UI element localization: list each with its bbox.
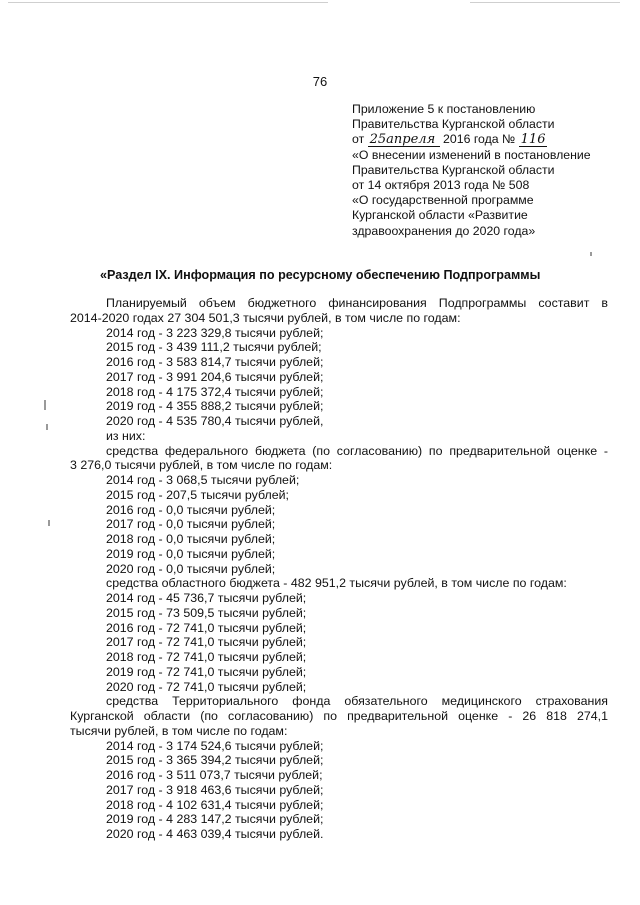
appendix-line: «О государственной программе bbox=[352, 193, 534, 208]
year-line: 2017 год - 72 741,0 тысячи рублей; bbox=[106, 635, 307, 650]
intro-line: Планируемый объем бюджетного финансирования Подпрограммы составит в bbox=[106, 296, 608, 310]
year-line: 2016 год - 0,0 тысячи рублей; bbox=[106, 502, 276, 517]
year-line: 2015 год - 3 439 111,2 тысячи рублей; bbox=[106, 340, 322, 355]
regional-years-list bbox=[70, 591, 608, 694]
year-line: 2015 год - 73 509,5 тысячи рублей; bbox=[106, 605, 307, 620]
year-line: 2019 год - 72 741,0 тысячи рублей; bbox=[106, 664, 307, 679]
oms-line: Курганской области (по согласованию) по предварительной оценке - 26 818 274,1 bbox=[70, 709, 608, 723]
year-line: 2020 год - 72 741,0 тысячи рублей; bbox=[106, 679, 307, 694]
federal-line: 3 276,0 тысячи рублей, в том числе по годам: bbox=[70, 458, 333, 473]
year-line: 2018 год - 4 102 631,4 тысячи рублей; bbox=[106, 797, 324, 812]
year-line: 2015 год - 3 365 394,2 тысячи рублей; bbox=[106, 753, 324, 768]
year-line: 2019 год - 4 355 888,2 тысячи рублей; bbox=[106, 399, 324, 414]
appendix-line: Правительства Курганской области bbox=[352, 162, 555, 177]
federal-years-list bbox=[70, 473, 608, 576]
document-body bbox=[70, 296, 608, 842]
federal-line: средства федерального бюджета (по согласованию) по предварительной оценке - bbox=[106, 443, 608, 458]
total-years-list bbox=[70, 326, 608, 444]
scan-artifact-line bbox=[8, 2, 328, 3]
appendix-block bbox=[352, 102, 622, 239]
from-them-label: из них: bbox=[106, 428, 146, 443]
year-line: 2016 год - 3 511 073,7 тысячи рублей; bbox=[106, 768, 323, 782]
appendix-line: здравоохранения до 2020 года» bbox=[352, 223, 536, 238]
year-line: 2018 год - 4 175 372,4 тысячи рублей; bbox=[106, 384, 324, 399]
year-line: 2020 год - 4 535 780,4 тысячи рублей, bbox=[106, 414, 324, 428]
appendix-line: от 14 октября 2013 года № 508 bbox=[352, 178, 530, 193]
appendix-date-line bbox=[352, 132, 622, 147]
scan-artifact-line bbox=[470, 2, 620, 3]
year-line: 2018 год - 0,0 тысячи рублей; bbox=[106, 532, 276, 546]
year-line: 2017 год - 3 918 463,6 тысячи рублей; bbox=[106, 782, 324, 797]
section-heading: «Раздел IX. Информация по ресурсному обеспечению Подпрограммы bbox=[100, 268, 541, 282]
appendix-line: Правительства Курганской области bbox=[352, 117, 555, 132]
handwritten-date: 25апреля bbox=[368, 133, 440, 147]
year-line: 2014 год - 3 068,5 тысячи рублей; bbox=[106, 473, 300, 487]
oms-line: средства Территориального фонда обязательного медицинского страхования bbox=[106, 694, 608, 709]
oms-line: тысячи рублей, в том числе по годам: bbox=[70, 723, 288, 738]
year-line: 2018 год - 72 741,0 тысячи рублей; bbox=[106, 650, 307, 664]
appendix-line: Приложение 5 к постановлению bbox=[352, 102, 536, 116]
year-line: 2014 год - 3 174 524,6 тысячи рублей; bbox=[106, 738, 324, 753]
year-line: 2020 год - 4 463 039,4 тысячи рублей. bbox=[106, 827, 324, 841]
scan-speck bbox=[44, 400, 46, 410]
year-line: 2017 год - 3 991 204,6 тысячи рублей; bbox=[106, 369, 324, 384]
scan-speck bbox=[46, 424, 48, 430]
year-line: 2020 год - 0,0 тысячи рублей; bbox=[106, 561, 276, 576]
page-number: 76 bbox=[312, 74, 328, 89]
handwritten-number: 116 bbox=[520, 132, 546, 148]
year-line: 2019 год - 4 283 147,2 тысячи рублей; bbox=[106, 812, 324, 827]
year-line: 2019 год - 0,0 тысячи рублей; bbox=[106, 546, 276, 561]
appendix-line: Курганской области «Развитие bbox=[352, 208, 528, 223]
appendix-line-mid: 2016 года № bbox=[443, 132, 516, 147]
year-line: 2015 год - 207,5 тысячи рублей; bbox=[106, 487, 289, 502]
year-line: 2017 год - 0,0 тысячи рублей; bbox=[106, 517, 276, 532]
year-line: 2016 год - 72 741,0 тысячи рублей; bbox=[106, 620, 307, 635]
appendix-line: «О внесении изменений в постановление bbox=[352, 147, 591, 162]
oms-years-list bbox=[70, 739, 608, 842]
scan-speck bbox=[48, 520, 50, 526]
regional-line: средства областного бюджета - 482 951,2 тысячи рублей, в том числе по годам: bbox=[106, 576, 567, 591]
year-line: 2014 год - 3 223 329,8 тысячи рублей; bbox=[106, 325, 324, 340]
year-line: 2016 год - 3 583 814,7 тысячи рублей; bbox=[106, 355, 324, 369]
scan-speck bbox=[590, 252, 592, 256]
year-line: 2014 год - 45 736,7 тысячи рублей; bbox=[106, 591, 307, 605]
appendix-line-prefix: от bbox=[352, 132, 365, 147]
intro-line: 2014-2020 годах 27 304 501,3 тысячи рублей, в том числе по годам: bbox=[70, 310, 461, 325]
